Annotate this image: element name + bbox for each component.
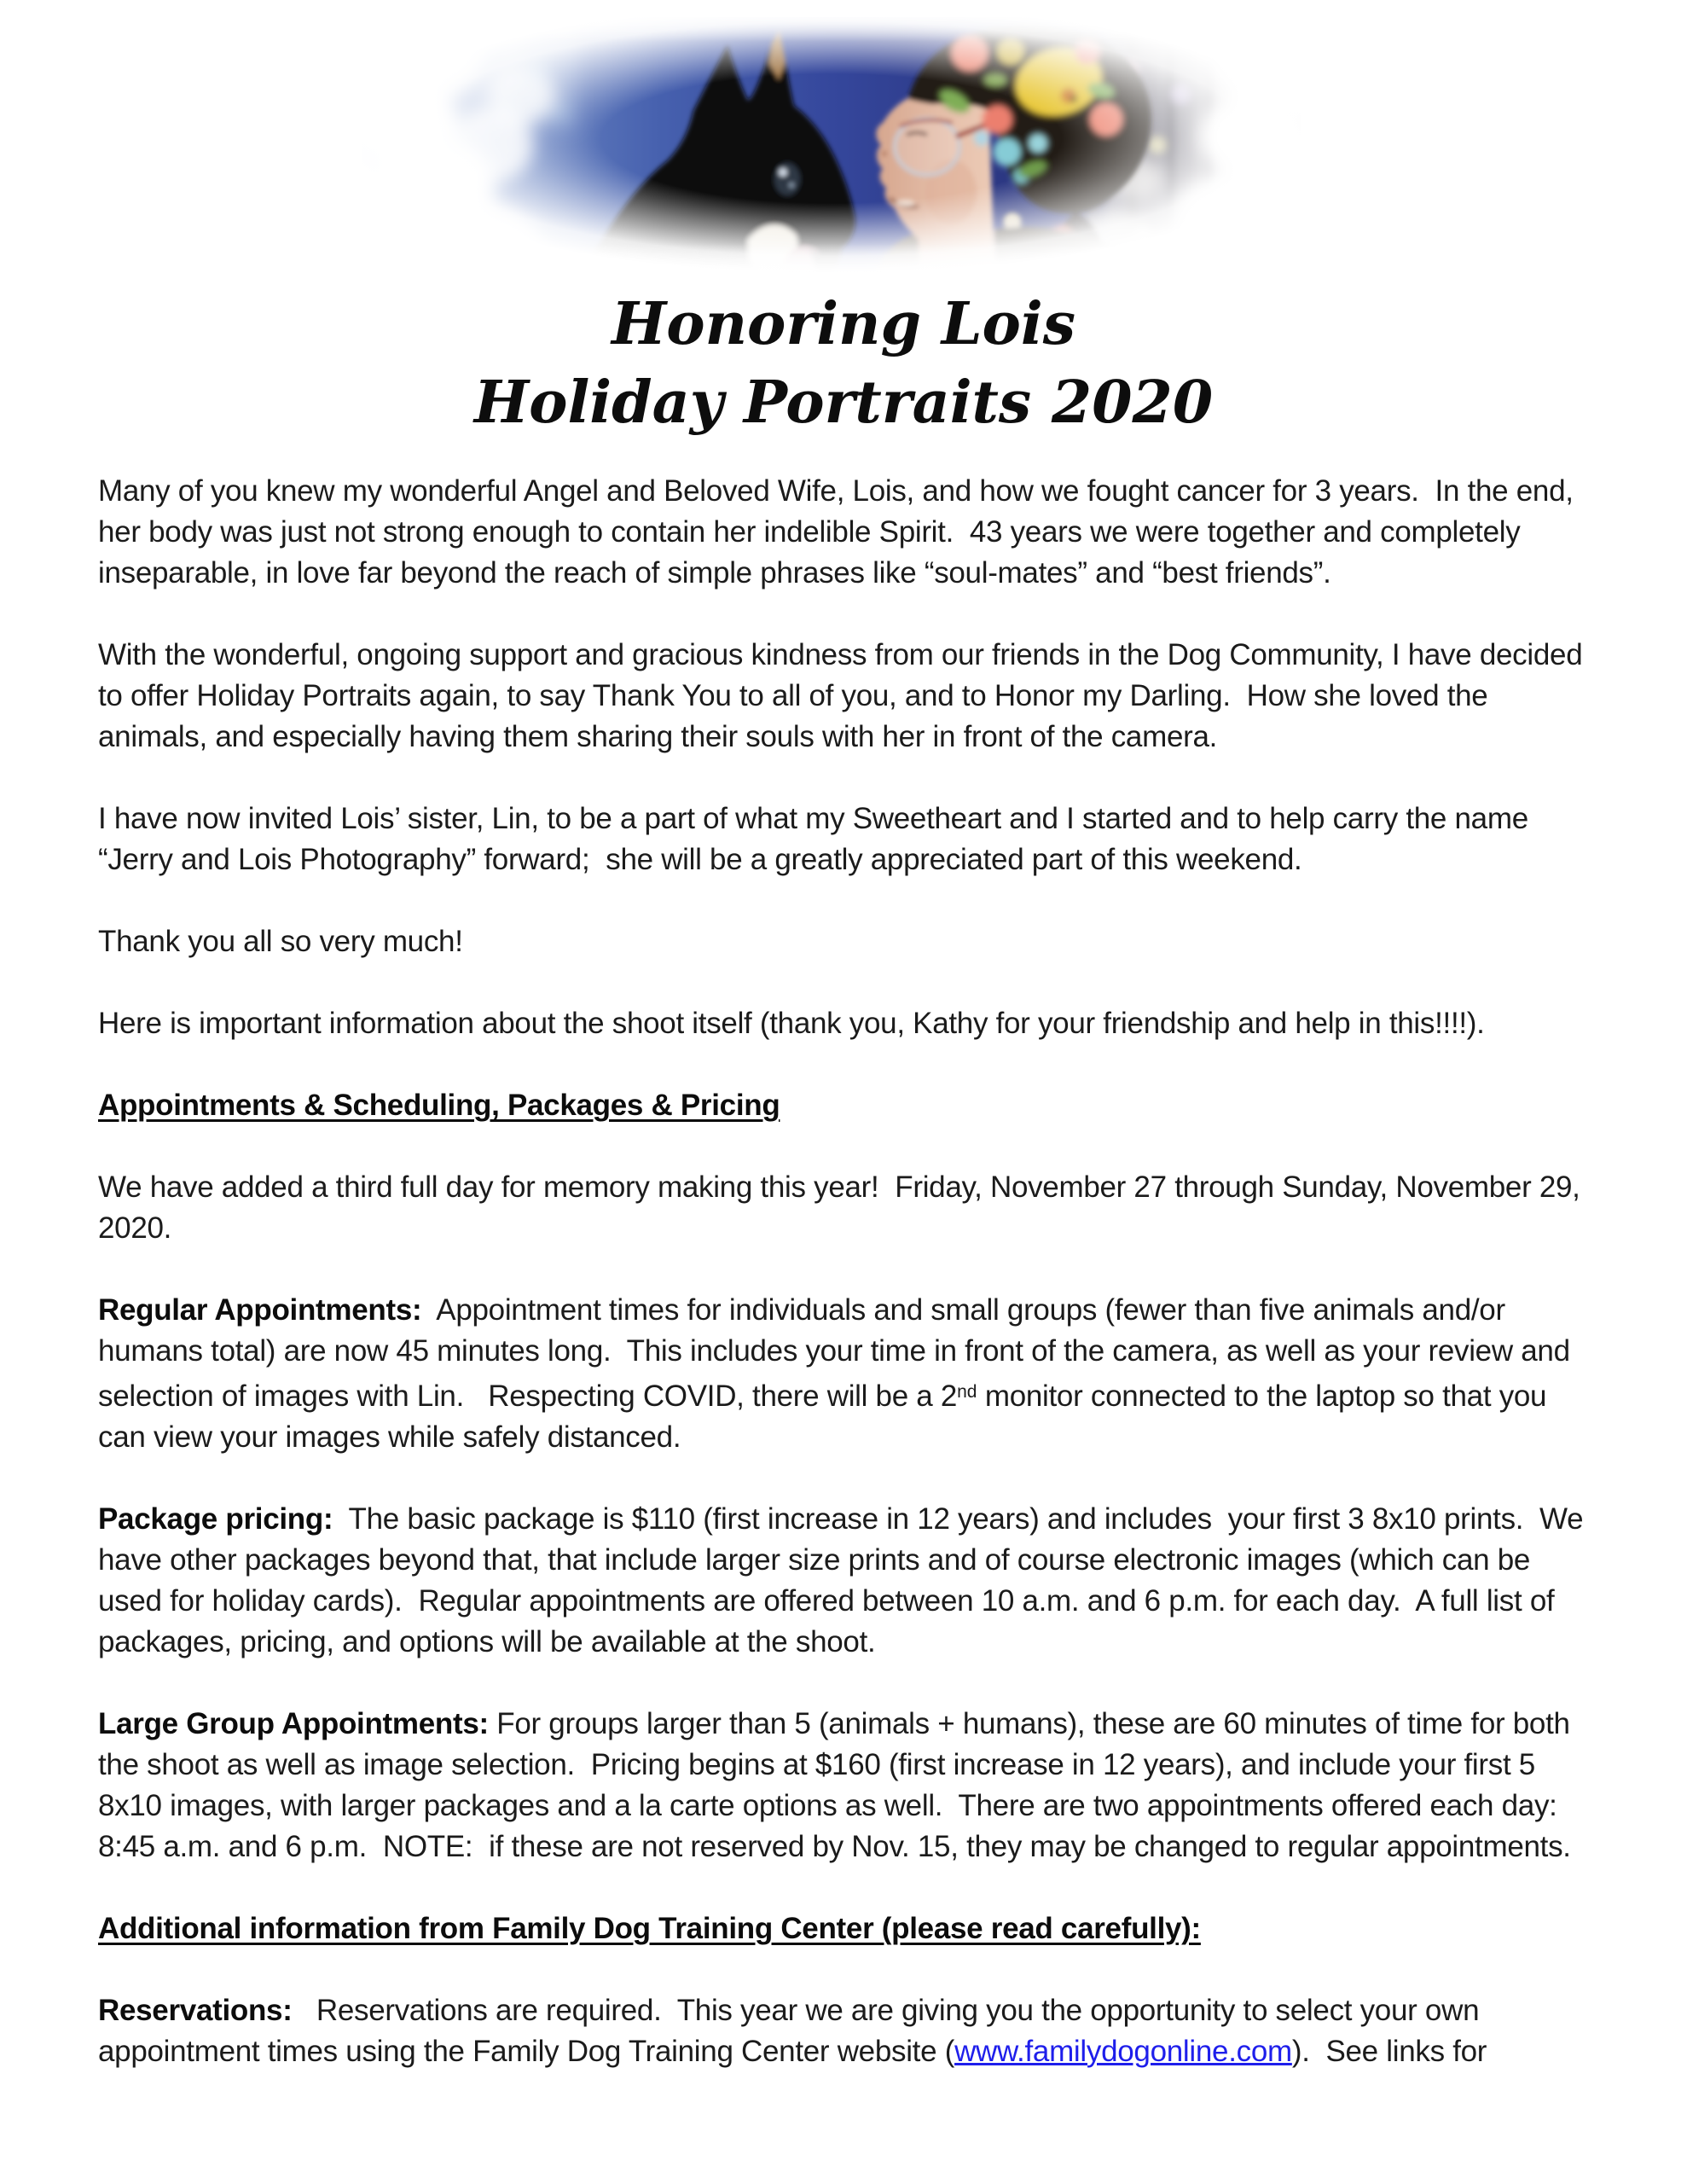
regular-appointments-text: Appointment times for individuals and small groups (fewer than five animals and/or humans total) are now 45 minutes long. This includes your time in front of the camera, as well as your review and selection of images with Lin. Respecting COVID, there will be a 2 xyxy=(98,1293,1579,1413)
paragraph-shoot-info: Here is important information about the shoot itself (thank you, Kathy for your friendship and help in this!!!!). xyxy=(98,1007,1485,1040)
paragraph-package-pricing xyxy=(98,1499,1591,1663)
title-line-2: Holiday Portraits 2020 xyxy=(473,369,1214,437)
paragraph-intro-lin: I have now invited Lois’ sister, Lin, to be a part of what my Sweetheart and I started and to help carry the name “Jerry and Lois Photography” forward; she will be a greatly appreciated part of this weekend. xyxy=(98,802,1537,876)
large-group-label: Large Group Appointments: xyxy=(98,1707,489,1740)
reservations-text: Reservations are required. This year we are giving you the opportunity to select your own appointment times using the Family Dog Training Center website ( xyxy=(98,1994,1487,2068)
paragraph-intro-memorial: Many of you knew my wonderful Angel and Beloved Wife, Lois, and how we fought cancer for 3 years. In the end, her body was just not strong enough to contain her indelible Spirit. 43 years we were together and completely inseparable, in love far beyond the reach of simple phrases like “soul-mates” and “best friends”. xyxy=(98,474,1582,590)
header-photo xyxy=(362,17,1301,282)
familydogonline-link[interactable]: www.familydogonline.com xyxy=(954,2035,1292,2068)
ordinal-superscript: nd xyxy=(957,1382,977,1402)
heading-appointments-pricing: Appointments & Scheduling, Packages & Pricing xyxy=(98,1089,780,1122)
large-group-text: For groups larger than 5 (animals + humans), these are 60 minutes of time for both the shoot as well as image selection. Pricing begins at $160 (first increase in 12 years), and include your first 5 8x10 images, with larger packages and a la carte options as well. There are two appointments offered each day: 8:45 a.m. and 6 p.m. NOTE: if these are not reserved by Nov. 15, they may be changed to regular appointments. xyxy=(98,1707,1579,1863)
reservations-label: Reservations: xyxy=(98,1994,293,2027)
paragraph-large-group xyxy=(98,1704,1586,1867)
document-title xyxy=(0,285,1687,442)
package-pricing-label: Package pricing: xyxy=(98,1502,333,1536)
package-pricing-text: The basic package is $110 (first increase in 12 years) and includes your first 3 8x10 prints. We have other packages beyond that, that include larger size prints and of course electronic images (which can be used for holiday cards). Regular appointments are offered between 10 a.m. and 6 p.m. for each day. A full list of packages, pricing, and options will be available at the shoot. xyxy=(98,1502,1591,1658)
paragraph-reservations xyxy=(98,1990,1586,2072)
regular-appointments-text-continued: monitor connected to the laptop so that you can view your images while safely distanced. xyxy=(98,1380,1555,1454)
regular-appointments-label: Regular Appointments: xyxy=(98,1293,422,1327)
paragraph-thank-you: Thank you all so very much! xyxy=(98,925,463,958)
document-body xyxy=(98,471,1591,2072)
paragraph-intro-community: With the wonderful, ongoing support and gracious kindness from our friends in the Dog Community, I have decided to offer Holiday Portraits again, to say Thank You to all of you, and to Honor my Darling. How she loved the animals, and especially having them sharing their souls with her in front of the camera. xyxy=(98,638,1591,753)
reservations-text-continued: ). See links for xyxy=(1291,2035,1487,2068)
header-photo-art xyxy=(362,17,1301,282)
heading-additional-info: Additional information from Family Dog Training Center (please read carefully): xyxy=(98,1912,1201,1945)
title-line-1: Honoring Lois xyxy=(612,290,1075,358)
paragraph-regular-appointments xyxy=(98,1290,1586,1458)
paragraph-dates: We have added a third full day for memory making this year! Friday, November 27 through Sunday, November 29, 2020. xyxy=(98,1170,1589,1245)
